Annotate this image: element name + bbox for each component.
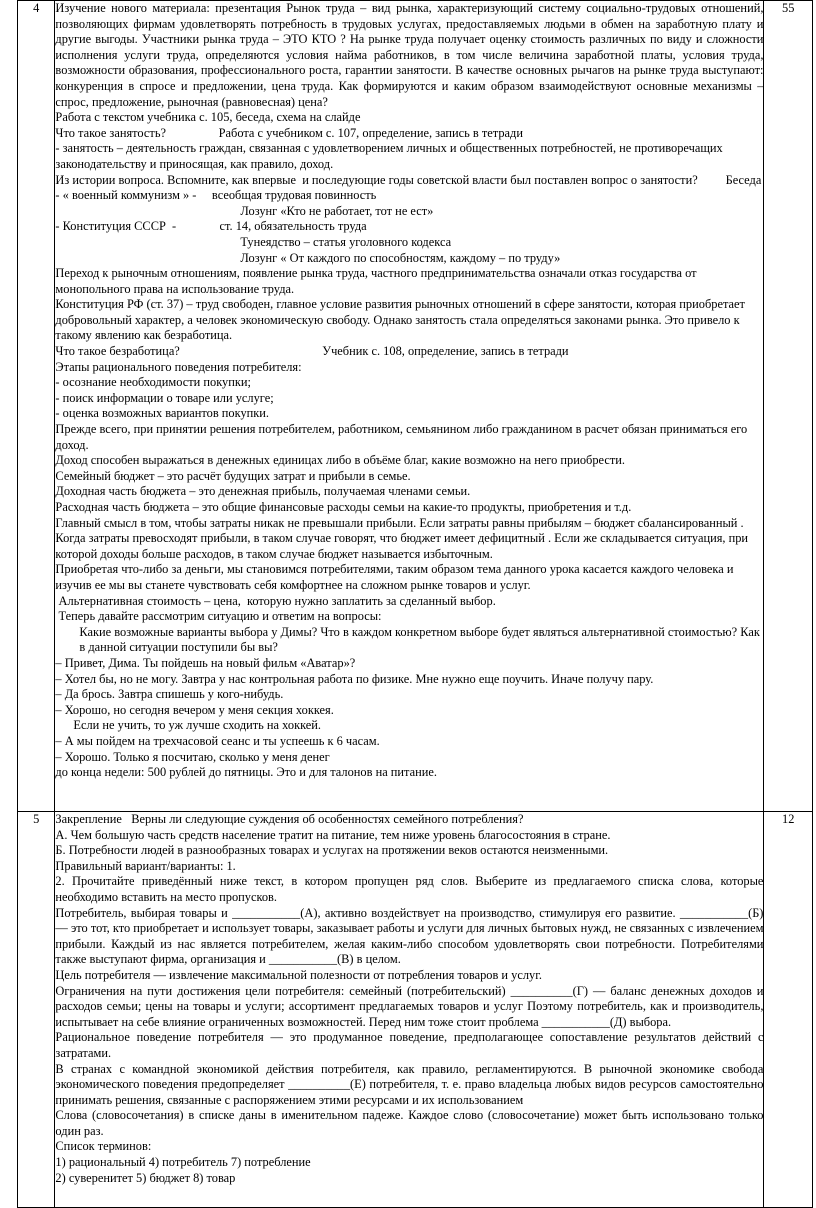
text-line: - занятость – деятельность граждан, связанная с удовлетворением личных и общественных потребностей, не противоречащих законодательству и приносящая, как правило, доход. [55,141,723,171]
text-line: Доход способен выражаться в денежных единицах либо в объёме благ, какие возможно на него приобрести. [55,453,625,468]
text-line: Семейный бюджет – это расчёт будущих затрат и прибыли в семье. [55,468,411,483]
text-line: - оценка возможных вариантов покупки. [55,406,270,421]
text-line: до конца недели: 500 рублей до пятницы. Это и для талонов на питание. [55,765,437,780]
text-line: - осознание необходимости покупки; [55,375,251,390]
text-line: Этапы рационального поведения потребителя: [55,359,302,374]
text-line: В странах с командной экономикой действия потребителя, как правило, регламентируются. В рыночной экономике свобода экономического поведения предопределяет __________(Е) потребителя, т. е. право владельца любых видов ресурсов самостоятельно принимать решения, связанные с распоряжением этими ресурсами и их использованием [55,1061,764,1107]
text-line: Слова (словосочетания) в списке даны в именительном падеже. Каждое слово (словосочетание) может быть использовано только один раз. [55,1108,764,1138]
text-line: Правильный вариант/варианты: 1. [55,858,236,873]
text-line: Лозунг «Кто не работает, тот не ест» [240,203,434,218]
text-line: Доходная часть бюджета – это денежная прибыль, получаемая членами семьи. [55,484,471,499]
text-line: Закрепление Верны ли следующие суждения об особенностях семейного потребления? [55,812,524,826]
text-line: - поиск информации о товаре или услуге; [55,390,274,405]
text-line: Ограничения на пути достижения цели потребителя: семейный (потребительский) __________(Г) — баланс денежных доходов и расходов семьи; цены на товары и услуги; ассортимент предлагаемых товаров и услуг Поэтому потребитель, как и производитель, испытывает на себе влияние ограниченных возможностей. Перед ним тоже стоит проблема ___________(Д) выбора. [55,983,764,1029]
text-line: Какие возможные варианты выбора у Димы? Что в каждом конкретном выборе будет являться альтернативной стоимостью? Как в данной ситуации поступили бы вы? [79,624,760,655]
text-line: Из истории вопроса. Вспомните, как впервые и последующие годы советской власти был поставлен вопрос о занятости? Беседа [55,172,762,187]
text-line: Цель потребителя — извлечение максимальной полезности от потребления товаров и услуг. [55,967,543,982]
text-line: 2. Прочитайте приведённый ниже текст, в котором пропущен ряд слов. Выберите из предлагаемого списка слова, которые необходимо вставить на место пропусков. [55,874,764,904]
stage-content [55,1,764,812]
text-line: Список терминов: [55,1139,152,1154]
text-line: Переход к рыночным отношениям, появление рынка труда, частного предпринимательства означали отказ государства от монопольного права на использование труда. [55,266,697,296]
text-line: Расходная часть бюджета – это общие финансовые расходы семьи на какие-то продукты, приобретения и т.д. [55,500,632,514]
text-line: – А мы пойдем на трехчасовой сеанс и ты успеешь к 6 часам. [55,733,380,748]
text-line: – Хотел бы, но не могу. Завтра у нас контрольная работа по физике. Мне нужно еще поучить. Иначе получу пару. [55,671,654,686]
text-line: Рациональное поведение потребителя — это продуманное поведение, предполагающее сопоставление результатов действий с затратами. [55,1030,764,1060]
text-line: - Конституция СССР - ст. 14, обязательность труда [55,219,367,234]
text-line: Тунеядство – статья уголовного кодекса [240,234,452,249]
lesson-table [17,0,813,1208]
text-line: Потребитель, выбирая товары и ___________(А), активно воздействует на производство, стимулируя его развитие. ___________(Б) — это тот, кто приобретает и использует товары, заказывает работы и услуги для личных бытовых нужд, не связанных с извлечением прибыли. Каждый из нас является потребителем, желая каким-либо способом удовлетворять свои потребности. Потребителями также выступают фирма, организация и ___________(В) в целом. [55,905,764,967]
text-line: Что такое безработица? Учебник с. 108, определение, запись в тетради [55,344,569,359]
text-line: Конституция РФ (ст. 37) – труд свободен, главное условие развития рыночных отношений в сфере занятости, которая приобретает добровольный характер, а человек экономическую свободу. Однако занятость стала определяться законами рынка. Это привело к такому явлению как безработица. [55,297,745,343]
text-line: Приобретая что-либо за деньги, мы становимся потребителями, таким образом тема данного урока касается каждого человека и изучив ее мы вы станете чувствовать себя комфортнее на сложном рынке товаров и услуг. [55,562,734,592]
text-line: - « военный коммунизм » - всеобщая трудовая повинность [55,188,377,203]
stage-minutes: 55 [764,1,813,812]
text-line: – Привет, Дима. Ты пойдешь на новый фильм «Аватар»? [55,655,356,670]
text-line: Лозунг « От каждого по способностям, каждому – по труду» [240,250,561,265]
stage-minutes: 12 [764,812,813,1208]
text-line: Главный смысл в том, чтобы затраты никак не превышали прибыли. Если затраты равны прибылям – бюджет сбалансированный . Когда затраты превосходят прибыли, в таком случае говорят, что бюджет имеет дефицитный . Если же складывается ситуация, при которой доходы больше расходов, в таком случае бюджет называется избыточным. [55,515,749,561]
text-line: Прежде всего, при принятии решения потребителем, работником, семьянином либо гражданином в расчет обязан приниматься его доход. [55,422,748,452]
text-line: – Хорошо. Только я посчитаю, сколько у меня денег [55,749,330,764]
table-row [18,1,813,812]
table-row [18,812,813,1208]
text-line: Что такое занятость? Работа с учебником с. 107, определение, запись в тетради [55,125,523,140]
text-line: А. Чем большую часть средств население тратит на питание, тем ниже уровень благосостояния в стране. [55,827,611,842]
stage-number: 5 [18,812,55,1208]
stage-content [55,812,764,1208]
text-line: Теперь давайте рассмотрим ситуацию и ответим на вопросы: [55,609,382,624]
text-line: – Да брось. Завтра спишешь у кого-нибудь. [55,687,284,702]
stage-number: 4 [18,1,55,812]
text-line: 1) рациональный 4) потребитель 7) потребление [55,1155,311,1170]
text-line: Если не учить, то уж лучше сходить на хоккей. [73,718,322,733]
text-line: Альтернативная стоимость – цена, которую нужно заплатить за сделанный выбор. [55,593,496,608]
text-line: Работа с текстом учебника с. 105, беседа, схема на слайде [55,110,361,125]
text-line: 2) суверенитет 5) бюджет 8) товар [55,1170,236,1185]
text-line: Б. Потребности людей в разнообразных товарах и услугах на протяжении веков остаются неизменными. [55,843,609,858]
text-line: Изучение нового материала: презентация Рынок труда – вид рынка, характеризующий систему социально-трудовых отношений, позволяющих фирмам удовлетворять потребность в трудовых услугах, предоставляемых людьми в обмен на заработную плату и другие выгоды. Участники рынка труда – ЭТО КТО ? На рынке труда получает оценку стоимость различных по виду и сложности исполнения услуги труда, определяются условия найма работников, в том числе величина заработной платы, условия труда, возможности образования, профессионального роста, гарантии занятости. В качестве основных рычагов на рынке труда выступают: конкуренция в спросе и предложении, цена труда. Как формируются и каким образом взаимодействуют основные механизмы – спрос, предложение, рыночная (равновесная) цена? [55,1,764,109]
text-line: – Хорошо, но сегодня вечером у меня секция хоккея. [55,702,334,717]
